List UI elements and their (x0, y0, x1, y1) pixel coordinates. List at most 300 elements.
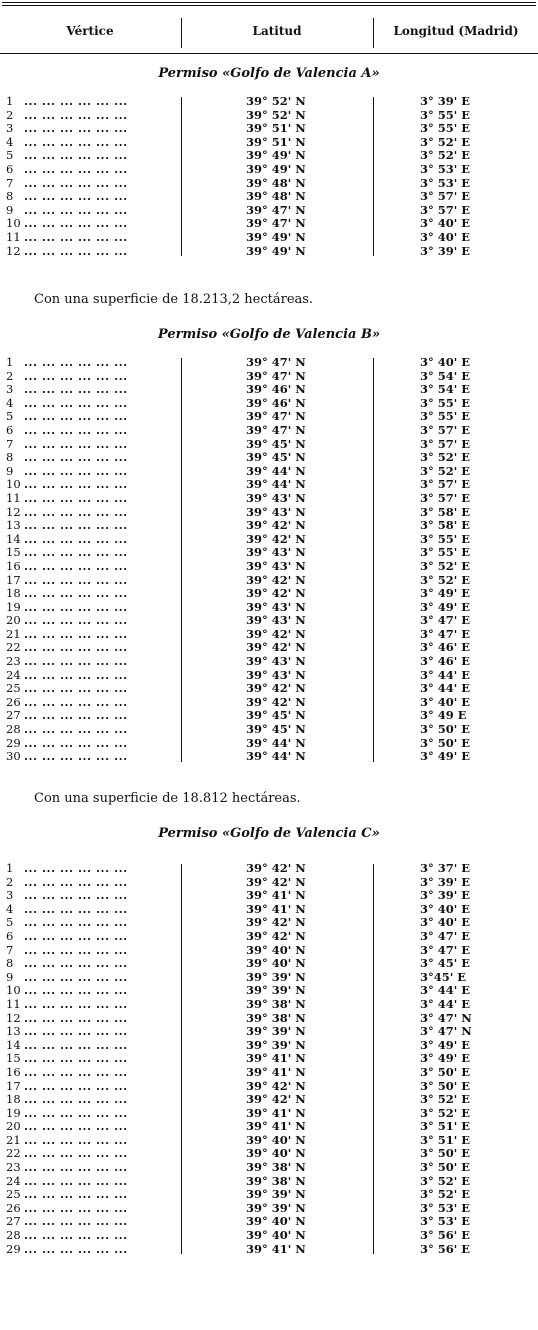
leader-dots: ... ... ... ... ... ... (24, 162, 128, 176)
leader-dots: ... ... ... ... ... ... (24, 383, 128, 397)
vertex-number: 19 (6, 1105, 21, 1120)
vertex-number: 12 (6, 243, 21, 258)
vertex-number: 30 (6, 749, 21, 764)
longitude-value: 3° 47' E (420, 626, 471, 641)
longitude-value: 3° 47' N (420, 1010, 472, 1025)
latitude-value: 39° 41' N (246, 1119, 306, 1134)
longitude-value: 3° 39' E (420, 874, 471, 889)
leader-dots: ... ... ... ... ... ... (24, 1065, 128, 1079)
latitude-value: 39° 42' N (246, 874, 306, 889)
leader-dots: ... ... ... ... ... ... (24, 736, 128, 750)
leader-dots: ... ... ... ... ... ... (24, 916, 128, 930)
latitude-value: 39° 42' N (246, 572, 306, 587)
longitude-value: 3° 50' E (420, 1160, 471, 1175)
latitude-value: 39° 49' N (246, 148, 306, 163)
latitude-value: 39° 48' N (246, 189, 306, 204)
latitude-value: 39° 43' N (246, 504, 306, 519)
vertex-number: 6 (6, 422, 14, 437)
table-row (0, 560, 538, 574)
table-row (0, 574, 538, 588)
leader-dots: ... ... ... ... ... ... (24, 997, 128, 1011)
leader-dots: ... ... ... ... ... ... (24, 122, 128, 136)
latitude-value: 39° 38' N (246, 1173, 306, 1188)
latitude-value: 39° 39' N (246, 983, 306, 998)
longitude-value: 3° 40' E (420, 901, 471, 916)
table-row (0, 1161, 538, 1175)
longitude-value: 3° 44' E (420, 996, 471, 1011)
longitude-value: 3° 46' E (420, 654, 471, 669)
longitude-value: 3° 50' E (420, 735, 471, 750)
latitude-value: 39° 38' N (246, 1160, 306, 1175)
table-header (0, 8, 538, 54)
leader-dots: ... ... ... ... ... ... (24, 957, 128, 971)
table-row (0, 750, 538, 764)
longitude-value: 3° 50' E (420, 1078, 471, 1093)
vertex-number: 7 (6, 175, 14, 190)
leader-dots: ... ... ... ... ... ... (24, 668, 128, 682)
vertex-number: 20 (6, 1119, 21, 1134)
table-row (0, 737, 538, 751)
leader-dots: ... ... ... ... ... ... (24, 423, 128, 437)
longitude-value: 3° 40' E (420, 355, 471, 369)
vertex-number: 28 (6, 722, 21, 737)
vertex-number: 29 (6, 735, 21, 750)
vertex-number: 19 (6, 599, 21, 614)
vertex-number: 5 (6, 915, 14, 930)
leader-dots: ... ... ... ... ... ... (24, 464, 128, 478)
vertex-number: 14 (6, 1037, 21, 1052)
leader-dots: ... ... ... ... ... ... (24, 108, 128, 122)
leader-dots: ... ... ... ... ... ... (24, 203, 128, 217)
latitude-value: 39° 42' N (246, 928, 306, 943)
vertex-number: 12 (6, 504, 21, 519)
leader-dots: ... ... ... ... ... ... (24, 1215, 128, 1229)
latitude-value: 39° 43' N (246, 558, 306, 573)
vertex-number: 17 (6, 572, 21, 587)
leader-dots: ... ... ... ... ... ... (24, 532, 128, 546)
table-row (0, 478, 538, 492)
vertex-number: 13 (6, 518, 21, 533)
table-row (0, 930, 538, 944)
vertex-number: 2 (6, 368, 14, 383)
leader-dots: ... ... ... ... ... ... (24, 410, 128, 424)
section-title-a: Permiso «Golfo de Valencia A» (158, 66, 380, 81)
leader-dots: ... ... ... ... ... ... (24, 1106, 128, 1120)
latitude-value: 39° 43' N (246, 667, 306, 682)
vertex-number: 26 (6, 694, 21, 709)
longitude-value: 3° 49' E (420, 1051, 471, 1066)
longitude-value: 3° 55' E (420, 395, 471, 410)
latitude-value: 39° 46' N (246, 395, 306, 410)
table-row (0, 1080, 538, 1094)
latitude-value: 39° 44' N (246, 749, 306, 764)
leader-dots: ... ... ... ... ... ... (24, 1011, 128, 1025)
latitude-value: 39° 42' N (246, 861, 306, 875)
coordinates-table-a (0, 95, 538, 258)
latitude-value: 39° 38' N (246, 996, 306, 1011)
longitude-value: 3° 49' E (420, 1037, 471, 1052)
leader-dots: ... ... ... ... ... ... (24, 627, 128, 641)
latitude-value: 39° 45' N (246, 722, 306, 737)
leader-dots: ... ... ... ... ... ... (24, 1147, 128, 1161)
vertex-number: 11 (6, 229, 21, 244)
leader-dots: ... ... ... ... ... ... (24, 491, 128, 505)
vertex-number: 18 (6, 586, 21, 601)
longitude-value: 3° 52' E (420, 1105, 471, 1120)
longitude-value: 3° 56' E (420, 1241, 471, 1256)
leader-dots: ... ... ... ... ... ... (24, 230, 128, 244)
latitude-value: 39° 41' N (246, 888, 306, 903)
longitude-value: 3° 53' E (420, 1200, 471, 1215)
header-longitude: Longitud (Madrid) (393, 23, 519, 38)
latitude-value: 39° 47' N (246, 202, 306, 217)
leader-dots: ... ... ... ... ... ... (24, 1188, 128, 1202)
latitude-value: 39° 41' N (246, 1064, 306, 1079)
table-row (0, 655, 538, 669)
table-row (0, 916, 538, 930)
latitude-value: 39° 43' N (246, 654, 306, 669)
table-row (0, 1093, 538, 1107)
latitude-value: 39° 52' N (246, 107, 306, 122)
leader-dots: ... ... ... ... ... ... (24, 135, 128, 149)
latitude-value: 39° 39' N (246, 1187, 306, 1202)
leader-dots: ... ... ... ... ... ... (24, 573, 128, 587)
leader-dots: ... ... ... ... ... ... (24, 190, 128, 204)
leader-dots: ... ... ... ... ... ... (24, 356, 128, 369)
longitude-value: 3° 52' E (420, 1092, 471, 1107)
table-row (0, 204, 538, 218)
leader-dots: ... ... ... ... ... ... (24, 862, 128, 875)
leader-dots: ... ... ... ... ... ... (24, 217, 128, 231)
vertex-number: 28 (6, 1228, 21, 1243)
vertex-number: 7 (6, 436, 14, 451)
longitude-value: 3° 55' E (420, 545, 471, 560)
latitude-value: 39° 43' N (246, 545, 306, 560)
leader-dots: ... ... ... ... ... ... (24, 723, 128, 737)
latitude-value: 39° 47' N (246, 368, 306, 383)
table-row (0, 410, 538, 424)
latitude-value: 39° 43' N (246, 599, 306, 614)
table-row (0, 1134, 538, 1148)
table-row (0, 383, 538, 397)
vertex-number: 21 (6, 626, 21, 641)
longitude-value: 3° 57' E (420, 422, 471, 437)
longitude-value: 3° 52' E (420, 1187, 471, 1202)
longitude-value: 3° 52' E (420, 134, 471, 149)
table-row (0, 601, 538, 615)
longitude-value: 3° 50' E (420, 1146, 471, 1161)
table-row (0, 149, 538, 163)
latitude-value: 39° 41' N (246, 901, 306, 916)
latitude-value: 39° 51' N (246, 121, 306, 136)
table-row (0, 984, 538, 998)
longitude-value: 3° 58' E (420, 504, 471, 519)
vertex-number: 22 (6, 1146, 21, 1161)
section-note-b: Con una superficie de 18.812 hectáreas. (34, 791, 301, 806)
latitude-value: 39° 42' N (246, 694, 306, 709)
vertex-number: 11 (6, 490, 21, 505)
latitude-value: 39° 39' N (246, 1024, 306, 1039)
longitude-value: 3° 57' E (420, 477, 471, 492)
vertex-number: 4 (6, 901, 14, 916)
top-rule-second (2, 5, 536, 6)
vertex-number: 1 (6, 355, 14, 369)
longitude-value: 3° 58' E (420, 518, 471, 533)
longitude-value: 3° 39' E (420, 94, 471, 108)
leader-dots: ... ... ... ... ... ... (24, 1120, 128, 1134)
longitude-value: 3° 47' E (420, 613, 471, 628)
longitude-value: 3° 40' E (420, 229, 471, 244)
table-row (0, 546, 538, 560)
table-row (0, 95, 538, 109)
latitude-value: 39° 44' N (246, 463, 306, 478)
leader-dots: ... ... ... ... ... ... (24, 1242, 128, 1256)
latitude-value: 39° 46' N (246, 382, 306, 397)
longitude-value: 3° 44' E (420, 983, 471, 998)
table-row (0, 163, 538, 177)
latitude-value: 39° 47' N (246, 216, 306, 231)
leader-dots: ... ... ... ... ... ... (24, 641, 128, 655)
latitude-value: 39° 45' N (246, 708, 306, 723)
leader-dots: ... ... ... ... ... ... (24, 587, 128, 601)
vertex-number: 5 (6, 148, 14, 163)
longitude-value: 3° 49' E (420, 749, 471, 764)
table-row (0, 696, 538, 710)
leader-dots: ... ... ... ... ... ... (24, 600, 128, 614)
table-row (0, 424, 538, 438)
leader-dots: ... ... ... ... ... ... (24, 875, 128, 889)
longitude-value: 3° 57' E (420, 490, 471, 505)
leader-dots: ... ... ... ... ... ... (24, 559, 128, 573)
longitude-value: 3° 46' E (420, 640, 471, 655)
vertex-number: 6 (6, 928, 14, 943)
latitude-value: 39° 47' N (246, 355, 306, 369)
table-row (0, 628, 538, 642)
table-row (0, 1175, 538, 1189)
vertex-number: 16 (6, 1064, 21, 1079)
latitude-value: 39° 39' N (246, 969, 306, 984)
vertex-number: 1 (6, 861, 14, 875)
table-row (0, 190, 538, 204)
longitude-value: 3° 52' E (420, 572, 471, 587)
coordinates-table-b (0, 356, 538, 764)
latitude-value: 39° 38' N (246, 1010, 306, 1025)
longitude-value: 3° 40' E (420, 694, 471, 709)
longitude-value: 3° 37' E (420, 861, 471, 875)
vertex-number: 8 (6, 956, 14, 971)
table-row (0, 1052, 538, 1066)
table-row (0, 998, 538, 1012)
table-row (0, 723, 538, 737)
longitude-value: 3° 57' E (420, 436, 471, 451)
section-title-c: Permiso «Golfo de Valencia C» (158, 826, 380, 841)
longitude-value: 3° 49' E (420, 599, 471, 614)
table-row (0, 876, 538, 890)
latitude-value: 39° 41' N (246, 1105, 306, 1120)
leader-dots: ... ... ... ... ... ... (24, 1079, 128, 1093)
longitude-value: 3° 55' E (420, 409, 471, 424)
leader-dots: ... ... ... ... ... ... (24, 1093, 128, 1107)
longitude-value: 3° 52' E (420, 148, 471, 163)
coordinates-table-c (0, 862, 538, 1256)
longitude-value: 3° 44' E (420, 667, 471, 682)
table-row (0, 356, 538, 370)
vertex-number: 15 (6, 545, 21, 560)
leader-dots: ... ... ... ... ... ... (24, 614, 128, 628)
table-row (0, 451, 538, 465)
longitude-value: 3° 53' E (420, 1214, 471, 1229)
vertex-number: 8 (6, 450, 14, 465)
longitude-value: 3° 52' E (420, 450, 471, 465)
longitude-value: 3° 51' E (420, 1132, 471, 1147)
vertex-number: 10 (6, 983, 21, 998)
vertex-number: 27 (6, 1214, 21, 1229)
latitude-value: 39° 39' N (246, 1037, 306, 1052)
longitude-value: 3° 55' E (420, 531, 471, 546)
vertex-number: 26 (6, 1200, 21, 1215)
longitude-value: 3° 51' E (420, 1119, 471, 1134)
vertex-number: 9 (6, 463, 14, 478)
leader-dots: ... ... ... ... ... ... (24, 478, 128, 492)
latitude-value: 39° 49' N (246, 229, 306, 244)
latitude-value: 39° 44' N (246, 477, 306, 492)
table-row (0, 506, 538, 520)
section-title-b: Permiso «Golfo de Valencia B» (157, 327, 381, 342)
table-row (0, 1012, 538, 1026)
table-row (0, 682, 538, 696)
table-row (0, 944, 538, 958)
longitude-value: 3° 44' E (420, 681, 471, 696)
table-row (0, 136, 538, 150)
longitude-value: 3° 39' E (420, 243, 471, 258)
vertex-number: 16 (6, 558, 21, 573)
latitude-value: 39° 42' N (246, 915, 306, 930)
leader-dots: ... ... ... ... ... ... (24, 149, 128, 163)
vertex-number: 12 (6, 1010, 21, 1025)
table-row (0, 862, 538, 876)
latitude-value: 39° 51' N (246, 134, 306, 149)
table-row (0, 177, 538, 191)
vertex-number: 18 (6, 1092, 21, 1107)
table-row (0, 971, 538, 985)
vertex-number: 23 (6, 1160, 21, 1175)
leader-dots: ... ... ... ... ... ... (24, 970, 128, 984)
table-row (0, 492, 538, 506)
vertex-number: 5 (6, 409, 14, 424)
table-row (0, 1188, 538, 1202)
latitude-value: 39° 40' N (246, 1146, 306, 1161)
leader-dots: ... ... ... ... ... ... (24, 95, 128, 108)
vertex-number: 2 (6, 874, 14, 889)
table-row (0, 614, 538, 628)
table-row (0, 1147, 538, 1161)
vertex-number: 9 (6, 202, 14, 217)
latitude-value: 39° 49' N (246, 243, 306, 258)
longitude-value: 3° 52' E (420, 463, 471, 478)
top-rule (2, 2, 536, 3)
longitude-value: 3° 57' E (420, 202, 471, 217)
table-row (0, 903, 538, 917)
table-row (0, 397, 538, 411)
latitude-value: 39° 40' N (246, 942, 306, 957)
leader-dots: ... ... ... ... ... ... (24, 369, 128, 383)
latitude-value: 39° 42' N (246, 640, 306, 655)
table-row (0, 641, 538, 655)
latitude-value: 39° 45' N (246, 450, 306, 465)
vertex-number: 13 (6, 1024, 21, 1039)
vertex-number: 24 (6, 1173, 21, 1188)
table-row (0, 669, 538, 683)
latitude-value: 39° 40' N (246, 1228, 306, 1243)
table-row (0, 438, 538, 452)
leader-dots: ... ... ... ... ... ... (24, 943, 128, 957)
leader-dots: ... ... ... ... ... ... (24, 929, 128, 943)
vertex-number: 15 (6, 1051, 21, 1066)
leader-dots: ... ... ... ... ... ... (24, 451, 128, 465)
vertex-number: 10 (6, 216, 21, 231)
latitude-value: 39° 48' N (246, 175, 306, 190)
leader-dots: ... ... ... ... ... ... (24, 244, 128, 258)
vertex-number: 10 (6, 477, 21, 492)
table-row (0, 1107, 538, 1121)
header-latitude: Latitud (252, 23, 302, 38)
vertex-number: 24 (6, 667, 21, 682)
leader-dots: ... ... ... ... ... ... (24, 437, 128, 451)
leader-dots: ... ... ... ... ... ... (24, 519, 128, 533)
vertex-number: 22 (6, 640, 21, 655)
leader-dots: ... ... ... ... ... ... (24, 1052, 128, 1066)
leader-dots: ... ... ... ... ... ... (24, 505, 128, 519)
table-row (0, 231, 538, 245)
longitude-value: 3° 52' E (420, 1173, 471, 1188)
table-row (0, 957, 538, 971)
leader-dots: ... ... ... ... ... ... (24, 682, 128, 696)
latitude-value: 39° 44' N (246, 735, 306, 750)
vertex-number: 11 (6, 996, 21, 1011)
latitude-value: 39° 39' N (246, 1200, 306, 1215)
longitude-value: 3° 54' E (420, 382, 471, 397)
table-row (0, 122, 538, 136)
longitude-value: 3° 49 E (420, 708, 467, 723)
latitude-value: 39° 42' N (246, 1092, 306, 1107)
longitude-value: 3° 54' E (420, 368, 471, 383)
leader-dots: ... ... ... ... ... ... (24, 1229, 128, 1243)
vertex-number: 4 (6, 134, 14, 149)
table-row (0, 1120, 538, 1134)
latitude-value: 39° 41' N (246, 1051, 306, 1066)
leader-dots: ... ... ... ... ... ... (24, 709, 128, 723)
leader-dots: ... ... ... ... ... ... (24, 1161, 128, 1175)
leader-dots: ... ... ... ... ... ... (24, 1201, 128, 1215)
longitude-value: 3° 47' E (420, 942, 471, 957)
leader-dots: ... ... ... ... ... ... (24, 750, 128, 764)
latitude-value: 39° 45' N (246, 436, 306, 451)
longitude-value: 3° 40' E (420, 915, 471, 930)
vertex-number: 14 (6, 531, 21, 546)
table-row (0, 587, 538, 601)
vertex-number: 3 (6, 382, 14, 397)
table-row (0, 1039, 538, 1053)
latitude-value: 39° 42' N (246, 1078, 306, 1093)
leader-dots: ... ... ... ... ... ... (24, 1133, 128, 1147)
longitude-value: 3°45' E (420, 969, 467, 984)
vertex-number: 27 (6, 708, 21, 723)
longitude-value: 3° 50' E (420, 1064, 471, 1079)
latitude-value: 39° 40' N (246, 1132, 306, 1147)
vertex-number: 23 (6, 654, 21, 669)
vertex-number: 4 (6, 395, 14, 410)
latitude-value: 39° 43' N (246, 613, 306, 628)
